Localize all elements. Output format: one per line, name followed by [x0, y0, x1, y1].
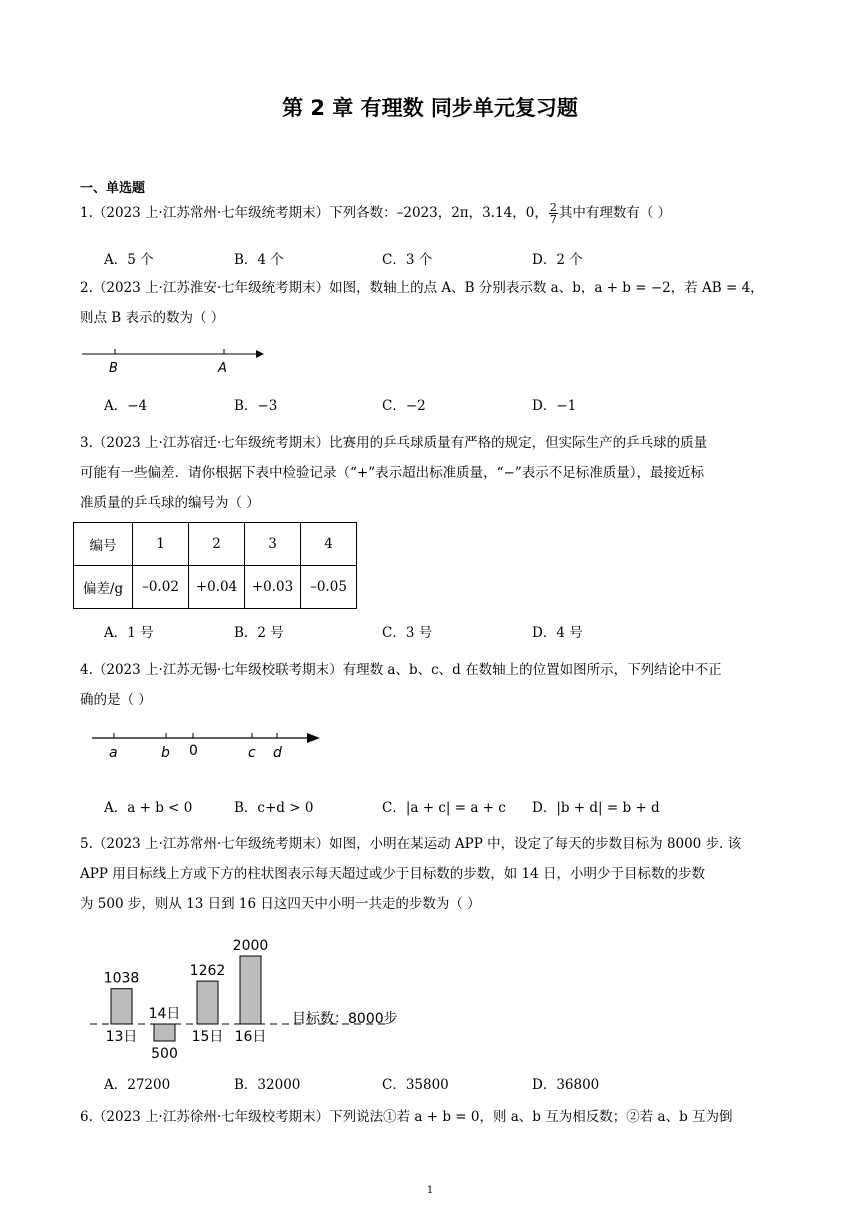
bar-category-label: 14日: [148, 1006, 181, 1022]
q2-line-2: 则点 B 表示的数为（ ）: [80, 310, 225, 326]
bar-value-label: 500: [151, 1046, 178, 1062]
step-chart: [80, 930, 420, 1065]
question-5: [80, 829, 780, 919]
q1-text-before: 1.（2023 上·江苏常州·七年级统考期末）下列各数：–2023，2π，3.14，0，: [80, 205, 548, 221]
table-header: 偏差/g: [74, 566, 133, 609]
fraction-numerator: 2: [549, 201, 557, 214]
option-a: A．5 个: [104, 252, 154, 268]
question-3: [80, 428, 780, 518]
bar-category-label: 16日: [234, 1029, 267, 1045]
option-a: A．27200: [104, 1077, 171, 1093]
q4-options: [104, 796, 784, 818]
deviation-table: [73, 522, 357, 609]
option-a: A．1 号: [104, 625, 154, 641]
option-c: C．|a + c| = a + c: [382, 800, 506, 816]
bar-value-label: 1262: [189, 963, 226, 980]
target-label: 目标数：8000步: [292, 1011, 398, 1027]
bar-category-label: 15日: [191, 1029, 224, 1045]
table-cell: +0.04: [189, 566, 245, 609]
page-number: 1: [426, 1185, 434, 1196]
q3-line-3: 准质量的乒乓球的编号为（ ）: [80, 495, 260, 511]
table-cell: 4: [301, 523, 357, 566]
option-b: B．2 号: [234, 625, 284, 641]
q2-options: [104, 394, 784, 416]
table-row: [74, 566, 357, 609]
q5-line-3: 为 500 步，则从 13 日到 16 日这四天中小明一共走的步数为（ ）: [80, 896, 481, 912]
axis-label-zero: 0: [189, 743, 198, 759]
axis-label-d: d: [273, 745, 282, 761]
table-cell: –0.05: [301, 566, 357, 609]
q5-line-2: APP 用目标线上方或下方的柱状图表示每天超过或少于目标数的步数，如 14 日，小明少于目标数的步数: [80, 866, 705, 882]
option-d: D．2 个: [532, 252, 583, 268]
q6-line-1: 6.（2023 上·江苏徐州·七年级校考期末）下列说法①若 a + b = 0，则 a、b 互为相反数；②若 a、b 互为倒: [80, 1109, 733, 1125]
bar-16日: [240, 956, 261, 1024]
q3-line-2: 可能有一些偏差．请你根据下表中检验记录（“+”表示超出标准质量，“−”表示不足标准质量），最接近标: [80, 465, 704, 481]
bar-category-label: 13日: [105, 1029, 138, 1045]
table-header: 编号: [74, 523, 133, 566]
bar-15日: [197, 981, 218, 1024]
number-line-q4: [90, 728, 330, 764]
q3-line-1: 3.（2023 上·江苏宿迁·七年级统考期末）比赛用的乒乓球质量有严格的规定，但实际生产的乒乓球的质量: [80, 435, 708, 451]
question-2: [80, 273, 780, 333]
bar-value-label: 1038: [103, 970, 140, 987]
number-line-q2: [80, 344, 280, 376]
option-c: C．35800: [382, 1077, 449, 1093]
question-1: [80, 198, 780, 228]
option-c: C．3 号: [382, 625, 433, 641]
option-d: D．36800: [532, 1077, 600, 1093]
option-c: C．3 个: [382, 252, 433, 268]
table-cell: 2: [189, 523, 245, 566]
q4-line-2: 确的是（ ）: [80, 692, 152, 708]
table-cell: –0.02: [133, 566, 189, 609]
q2-line-1: 2.（2023 上·江苏淮安·七年级统考期末）如图，数轴上的点 A、B 分别表示数 a、b，a + b = −2，若 AB = 4，: [80, 280, 764, 296]
bar-13日: [111, 989, 132, 1024]
q5-line-1: 5.（2023 上·江苏常州·七年级统考期末）如图，小明在某运动 APP 中，设定了每天的步数目标为 8000 步. 该: [80, 836, 742, 852]
q4-line-1: 4.（2023 上·江苏无锡·七年级校联考期末）有理数 a、b、c、d 在数轴上的位置如图所示，下列结论中不正: [80, 662, 722, 678]
bar-value-label: 2000: [232, 938, 269, 954]
option-d: D．4 号: [532, 625, 583, 641]
axis-label-a: a: [109, 745, 118, 761]
axis-label-b: B: [109, 361, 118, 376]
axis-label-a: A: [218, 361, 227, 376]
option-d: D．|b + d| = b + d: [532, 800, 660, 816]
question-4: [80, 655, 780, 715]
option-c: C．−2: [382, 398, 426, 414]
question-6: [80, 1102, 780, 1132]
option-a: A．a + b < 0: [104, 800, 193, 816]
fraction-denominator: 7: [549, 213, 557, 226]
q1-text-after: 其中有理数有（ ）: [558, 205, 672, 221]
page-title: 第 2 章 有理数 同步单元复习题: [282, 96, 578, 120]
table-row: [74, 523, 357, 566]
option-d: D．−1: [532, 398, 577, 414]
axis-label-b: b: [161, 745, 170, 761]
option-b: B．32000: [234, 1077, 301, 1093]
bar-14日: [154, 1024, 175, 1041]
option-b: B．−3: [234, 398, 278, 414]
table-cell: 1: [133, 523, 189, 566]
q3-options: [104, 621, 784, 643]
axis-label-c: c: [248, 745, 256, 761]
q1-options: [104, 248, 784, 270]
q5-options: [104, 1073, 784, 1095]
table-cell: +0.03: [245, 566, 301, 609]
option-b: B．4 个: [234, 252, 284, 268]
section-heading: 一、单选题: [80, 181, 146, 196]
table-cell: 3: [245, 523, 301, 566]
fraction: [549, 202, 558, 225]
option-b: B．c+d > 0: [234, 800, 314, 816]
option-a: A．−4: [104, 398, 148, 414]
